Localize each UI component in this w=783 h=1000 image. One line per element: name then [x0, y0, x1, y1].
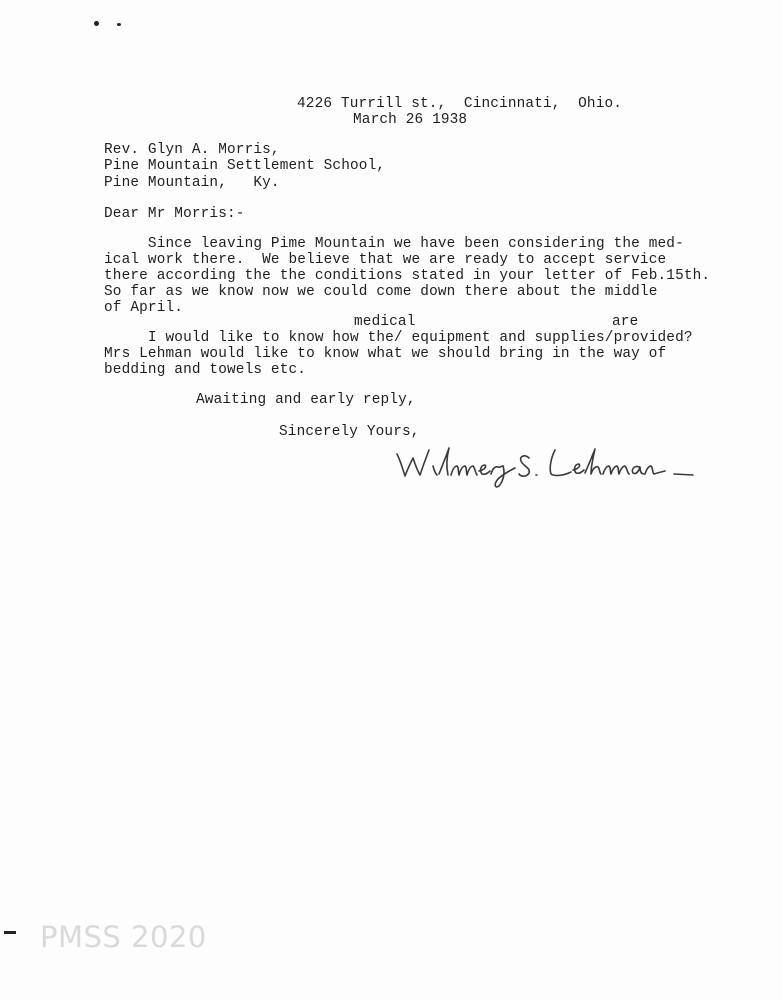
recipient-organization: Pine Mountain Settlement School, — [104, 158, 386, 174]
body-line: I would like to know how the/ equipment and supplies/provided? — [104, 330, 693, 346]
scan-edge-mark — [4, 931, 16, 934]
body-line: Mrs Lehman would like to know what we should bring in the way of — [104, 346, 667, 362]
body-line: bedding and towels etc. — [104, 362, 307, 378]
archive-watermark: PMSS 2020 — [40, 920, 207, 954]
body-line: Since leaving Pime Mountain we have been considering the med- — [104, 236, 684, 252]
insertion-medical: medical — [354, 314, 416, 330]
body-line: So far as we know now we could come down there about the middle — [104, 284, 658, 300]
recipient-location: Pine Mountain, Ky. — [104, 175, 280, 191]
sender-address: 4226 Turrill st., Cincinnati, Ohio. — [297, 96, 623, 112]
closing-line: Awaiting and early reply, — [196, 392, 416, 408]
body-line: ical work there. We believe that we are ready to accept service — [104, 252, 667, 268]
handwritten-signature — [395, 440, 705, 490]
recipient-name: Rev. Glyn A. Morris, — [104, 142, 280, 158]
insertion-are: are — [612, 314, 639, 330]
salutation: Dear Mr Morris:- — [104, 206, 245, 222]
ink-speck — [94, 21, 99, 26]
ink-speck — [117, 23, 121, 26]
body-line: of April. — [104, 300, 184, 316]
body-line: there according the the conditions stated in your letter of Feb.15th. — [104, 268, 711, 284]
letter-date: March 26 1938 — [353, 112, 468, 128]
sign-off: Sincerely Yours, — [279, 424, 420, 440]
